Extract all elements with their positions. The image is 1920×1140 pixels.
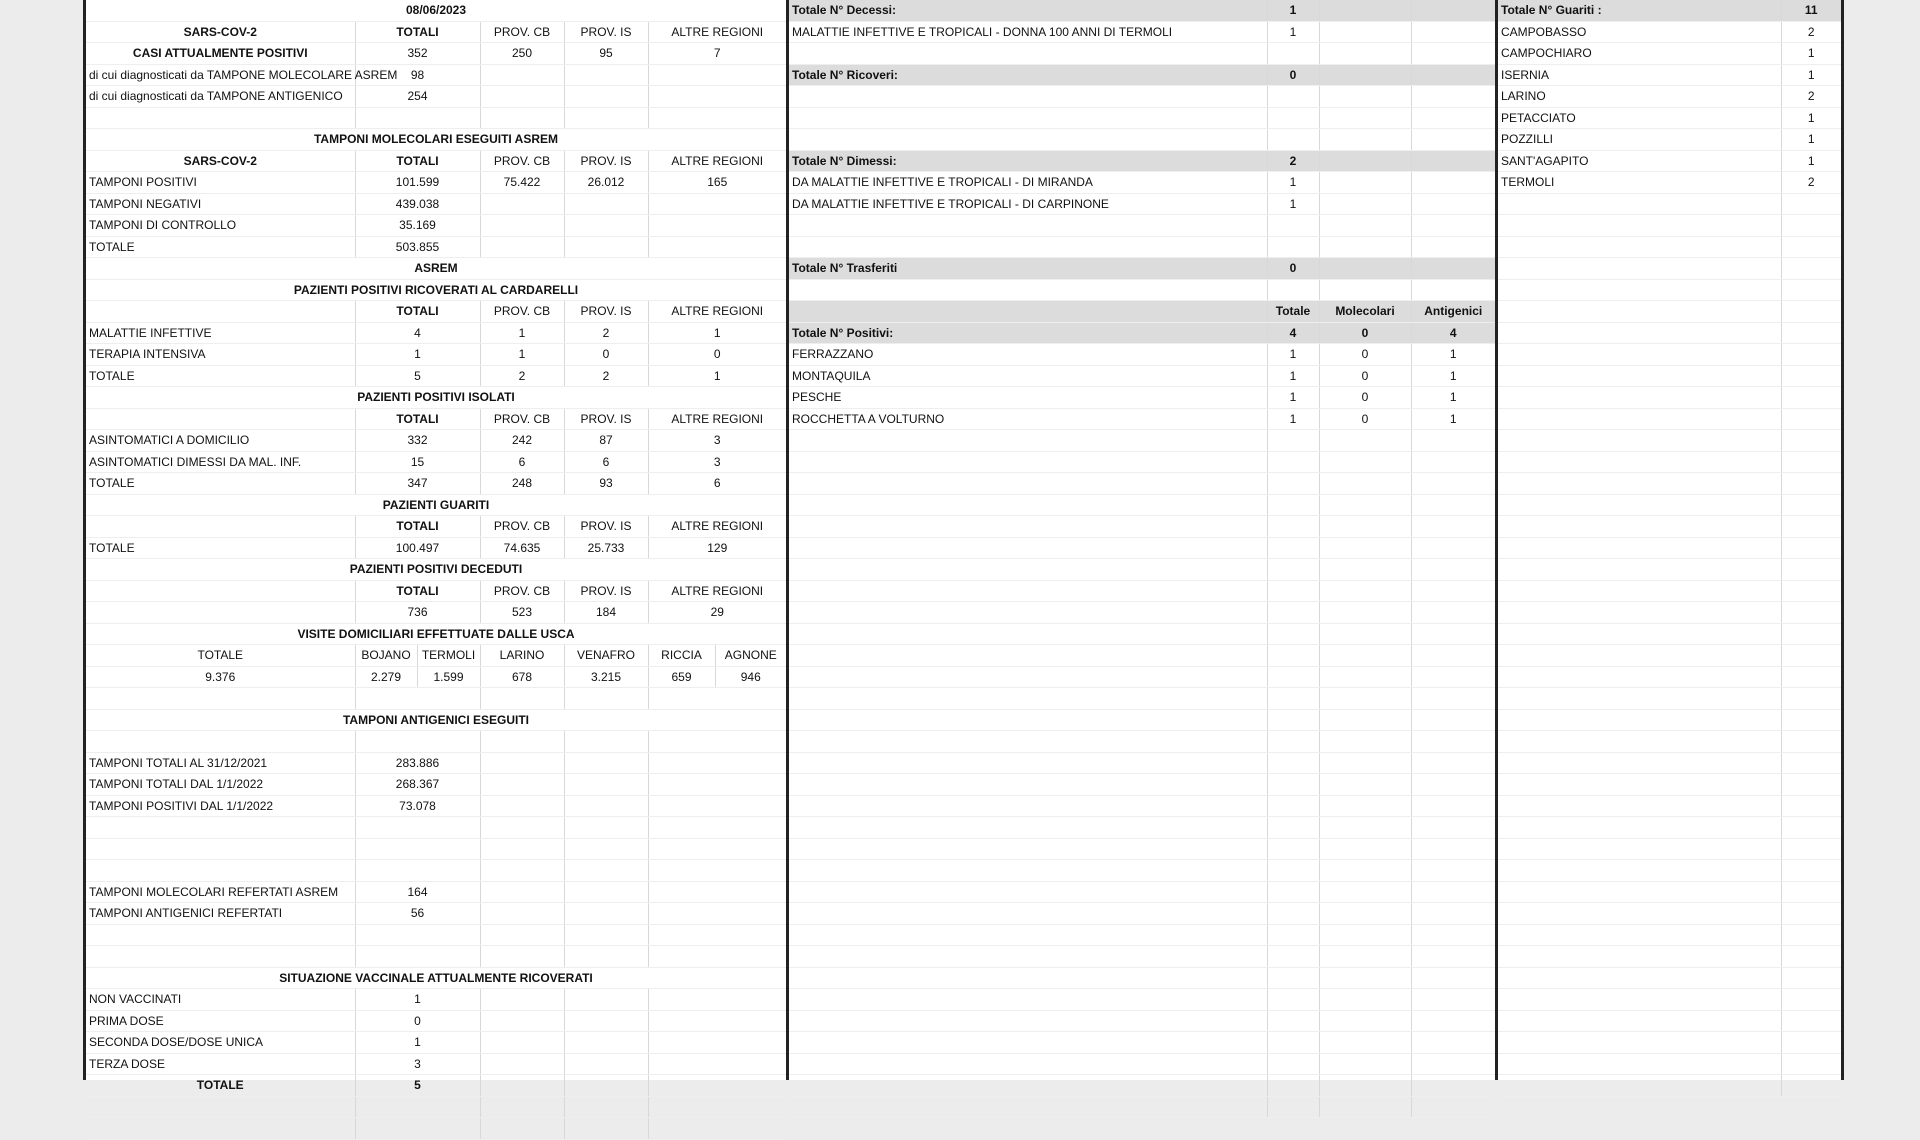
- table-row: ASINTOMATICI DIMESSI DA MAL. INF. 15 6 6 3: [86, 451, 786, 473]
- header-row: TOTALI PROV. CB PROV. IS ALTRE REGIONI: [86, 408, 786, 430]
- isolati-title: PAZIENTI POSITIVI ISOLATI: [86, 387, 786, 409]
- positivi-header: Totale N° Positivi: 4 0 4: [789, 322, 1495, 344]
- casi-molecolare-row: di cui diagnosticati da TAMPONE MOLECOLARE ASREM 98: [86, 64, 786, 86]
- table-row: DA MALATTIE INFETTIVE E TROPICALI - DI CARPINONE 1: [789, 193, 1495, 215]
- header-row: SARS-COV-2 TOTALI PROV. CB PROV. IS ALTRE REGIONI: [86, 21, 786, 43]
- middle-table: [789, 0, 1495, 1118]
- table-row: TERAPIA INTENSIVA 1 1 0 0: [86, 344, 786, 366]
- table-row: TAMPONI MOLECOLARI REFERTATI ASREM 164: [86, 881, 786, 903]
- table-row: FERRAZZANO 1 0 1: [789, 344, 1495, 366]
- table-row: TAMPONI POSITIVI 101.599 75.422 26.012 165: [86, 172, 786, 194]
- table-row: TOTALE 100.497 74.635 25.733 129: [86, 537, 786, 559]
- table-row: TAMPONI NEGATIVI 439.038: [86, 193, 786, 215]
- header-row: SARS-COV-2 TOTALI PROV. CB PROV. IS ALTRE REGIONI: [86, 150, 786, 172]
- report-sheet: [83, 0, 1844, 1093]
- table-row: NON VACCINATI 1: [86, 989, 786, 1011]
- table-row: CAMPOBASSO 2: [1498, 21, 1841, 43]
- antigenici-title: TAMPONI ANTIGENICI ESEGUITI: [86, 709, 786, 731]
- asrem-title: ASREM: [86, 258, 786, 280]
- table-row: ISERNIA 1: [1498, 64, 1841, 86]
- tamponi-mol-title: TAMPONI MOLECOLARI ESEGUITI ASREM: [86, 129, 786, 151]
- table-row: TAMPONI POSITIVI DAL 1/1/2022 73.078: [86, 795, 786, 817]
- usca-header-row: TOTALE BOJANO TERMOLI LARINO VENAFRO RICCIA AGNONE: [86, 645, 786, 667]
- casi-antigenico-row: di cui diagnosticati da TAMPONE ANTIGENICO 254: [86, 86, 786, 108]
- left-table: [86, 0, 786, 1140]
- dimessi-header: Totale N° Dimessi: 2: [789, 150, 1495, 172]
- ricoveri-header: Totale N° Ricoveri: 0: [789, 64, 1495, 86]
- right-table: [1498, 0, 1841, 1097]
- table-row: MALATTIE INFETTIVE E TROPICALI - DONNA 100 ANNI DI TERMOLI 1: [789, 21, 1495, 43]
- guariti-title: PAZIENTI GUARITI: [86, 494, 786, 516]
- table-row: TAMPONI DI CONTROLLO 35.169: [86, 215, 786, 237]
- table-row: ROCCHETTA A VOLTURNO 1 0 1: [789, 408, 1495, 430]
- table-row: TOTALE 347 248 93 6: [86, 473, 786, 495]
- table-row: ASINTOMATICI A DOMICILIO 332 242 87 3: [86, 430, 786, 452]
- table-row: TAMPONI TOTALI DAL 1/1/2022 268.367: [86, 774, 786, 796]
- table-row: CAMPOCHIARO 1: [1498, 43, 1841, 65]
- decessi-header: Totale N° Decessi: 1: [789, 0, 1495, 21]
- table-row: SANT'AGAPITO 1: [1498, 150, 1841, 172]
- table-row: PRIMA DOSE 0: [86, 1010, 786, 1032]
- table-row: SECONDA DOSE/DOSE UNICA 1: [86, 1032, 786, 1054]
- table-row: LARINO 2: [1498, 86, 1841, 108]
- table-row: PESCHE 1 0 1: [789, 387, 1495, 409]
- header-row: TOTALI PROV. CB PROV. IS ALTRE REGIONI: [86, 580, 786, 602]
- table-row: MALATTIE INFETTIVE 4 1 2 1: [86, 322, 786, 344]
- table-row: POZZILLI 1: [1498, 129, 1841, 151]
- positivi-col-headers: Totale Molecolari Antigenici: [789, 301, 1495, 323]
- table-row: TAMPONI TOTALI AL 31/12/2021 283.886: [86, 752, 786, 774]
- casi-positivi-row: CASI ATTUALMENTE POSITIVI 352 250 95 7: [86, 43, 786, 65]
- table-row: TERMOLI 2: [1498, 172, 1841, 194]
- table-row: DA MALATTIE INFETTIVE E TROPICALI - DI MIRANDA 1: [789, 172, 1495, 194]
- deceduti-title: PAZIENTI POSITIVI DECEDUTI: [86, 559, 786, 581]
- vaccini-title: SITUAZIONE VACCINALE ATTUALMENTE RICOVERATI: [86, 967, 786, 989]
- table-row: MONTAQUILA 1 0 1: [789, 365, 1495, 387]
- table-row: TERZA DOSE 3: [86, 1053, 786, 1075]
- table-row: 736 523 184 29: [86, 602, 786, 624]
- usca-title: VISITE DOMICILIARI EFFETTUATE DALLE USCA: [86, 623, 786, 645]
- ricoverati-title: PAZIENTI POSITIVI RICOVERATI AL CARDARELLI: [86, 279, 786, 301]
- vaccini-total-row: TOTALE 5: [86, 1075, 786, 1097]
- table-row: TOTALE 5 2 2 1: [86, 365, 786, 387]
- trasferiti-header: Totale N° Trasferiti 0: [789, 258, 1495, 280]
- header-row: TOTALI PROV. CB PROV. IS ALTRE REGIONI: [86, 301, 786, 323]
- table-row: PETACCIATO 1: [1498, 107, 1841, 129]
- guariti-header: Totale N° Guariti : 11: [1498, 0, 1841, 21]
- report-date: 08/06/2023: [86, 0, 786, 21]
- date-row: [86, 0, 786, 21]
- table-row: TAMPONI ANTIGENICI REFERTATI 56: [86, 903, 786, 925]
- table-row: TOTALE 503.855: [86, 236, 786, 258]
- usca-values-row: 9.376 2.279 1.599 678 3.215 659 946: [86, 666, 786, 688]
- header-row: TOTALI PROV. CB PROV. IS ALTRE REGIONI: [86, 516, 786, 538]
